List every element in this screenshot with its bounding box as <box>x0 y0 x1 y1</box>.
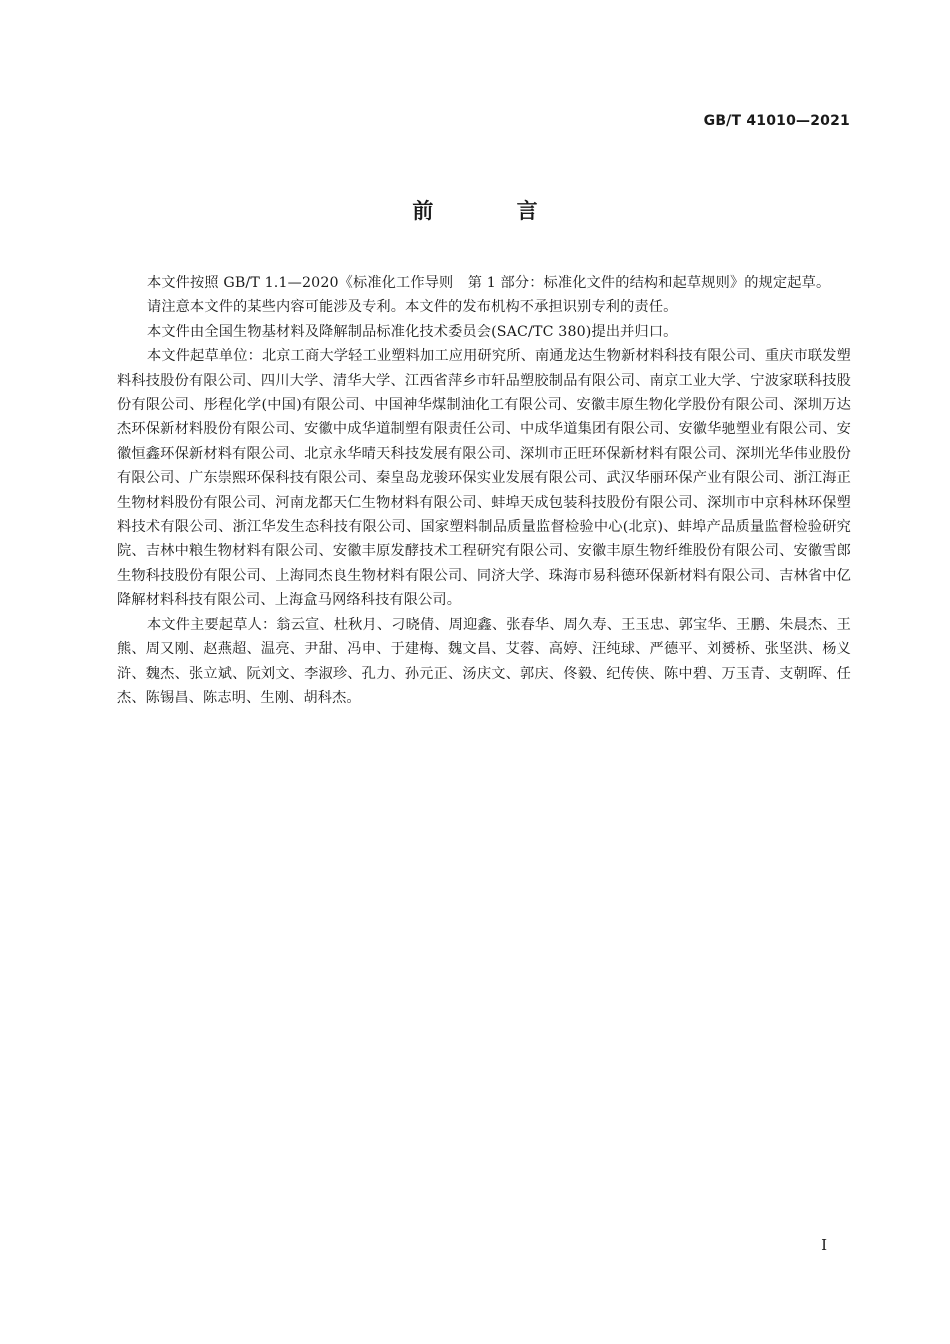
standard-code: GB/T 41010—2021 <box>703 113 850 129</box>
page-number: I <box>821 1236 827 1254</box>
page-title: 前 言 <box>412 199 576 223</box>
foreword-body <box>117 271 851 710</box>
paragraph-patent-notice: 请注意本文件的某些内容可能涉及专利。本文件的发布机构不承担识别专利的责任。 <box>147 299 678 316</box>
paragraph-drafting-units: 本文件起草单位：北京工商大学轻工业塑料加工应用研究所、南通龙达生物新材料科技有限公司、重庆市联发塑料科技股份有限公司、四川大学、清华大学、江西省萍乡市轩品塑胶制品有限公司、南京工业大学、宁波家联科技股份有限公司、彤程化学(中国)有限公司、中国神华煤制油化工有限公司、安徽丰原生物化学股份有限公司、深圳万达杰环保新材料股份有限公司、安徽中成华道制塑有限责任公司、中成华道集团有限公司、安徽华驰塑业有限公司、安徽恒鑫环保新材料有限公司、北京永华晴天科技发展有限公司、深圳市正旺环保新材料有限公司、深圳光华伟业股份有限公司、广东崇熙环保科技有限公司、秦皇岛龙骏环保实业发展有限公司、武汉华丽环保产业有限公司、浙江海正生物材料股份有限公司、河南龙都天仁生物材料有限公司、蚌埠天成包装科技股份有限公司、深圳市中京科林环保塑料技术有限公司、浙江华发生态科技有限公司、国家塑料制品质量监督检验中心(北京)、蚌埠产品质量监督检验研究院、吉林中粮生物材料有限公司、安徽丰原发酵技术工程研究有限公司、安徽丰原生物纤维股份有限公司、安徽雪郎生物科技股份有限公司、上海同杰良生物材料有限公司、同济大学、珠海市易科德环保新材料有限公司、吉林省中亿降解材料科技有限公司、上海盒马网络科技有限公司。 <box>117 348 851 609</box>
paragraph-committee: 本文件由全国生物基材料及降解制品标准化技术委员会(SAC/TC 380)提出并归口。 <box>147 323 678 340</box>
paragraph-drafters: 本文件主要起草人：翁云宣、杜秋月、刁晓倩、周迎鑫、张春华、周久寿、王玉忠、郭宝华、王鹏、朱晨杰、王熊、周又刚、赵燕超、温亮、尹甜、冯申、于建梅、魏文昌、艾蓉、高婷、汪纯球、严德平、刘赟桥、张坚洪、杨义浒、魏杰、张立斌、阮刘文、李淑珍、孔力、孙元正、汤庆文、郭庆、佟毅、纪传侠、陈中碧、万玉青、支朝晖、任杰、陈锡昌、陈志明、生刚、胡科杰。 <box>117 616 851 706</box>
paragraph-drafting-rules: 本文件按照 GB/T 1.1—2020《标准化工作导则 第 1 部分：标准化文件的结构和起草规则》的规定起草。 <box>147 275 831 291</box>
